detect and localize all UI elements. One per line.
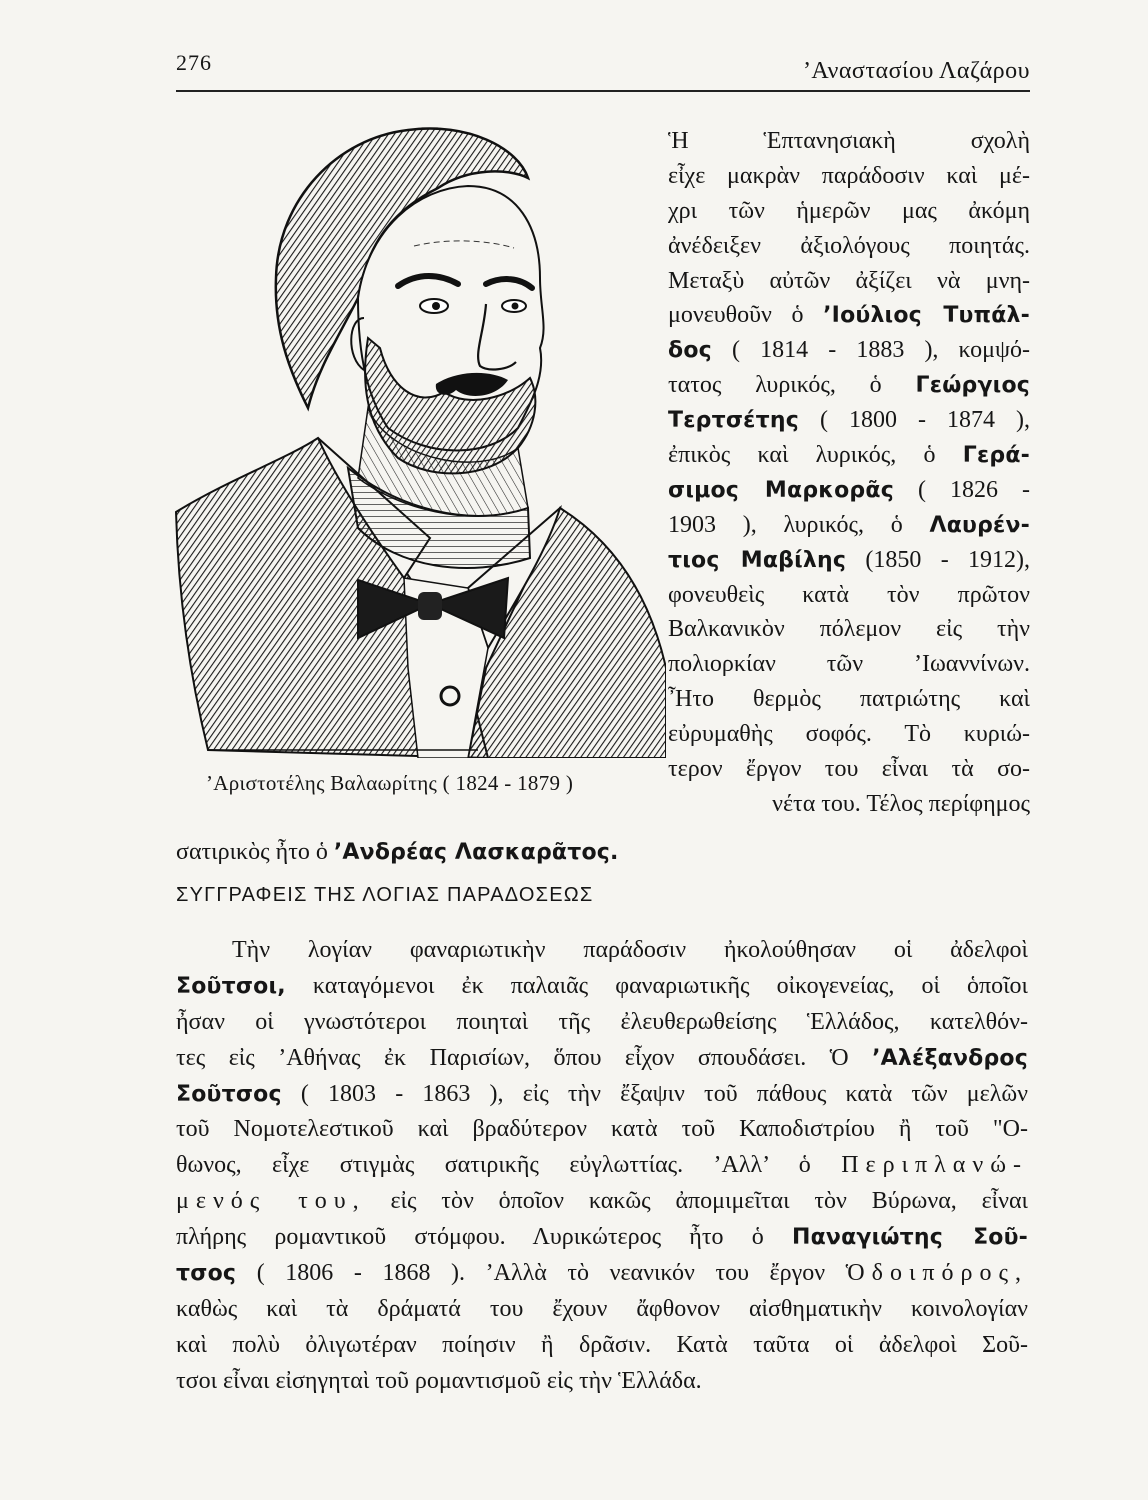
laskaratos-line xyxy=(176,835,619,871)
main-paragraph xyxy=(176,933,1028,1400)
side-line-3: χρι τῶν ἡμερῶν μας ἀκόμη xyxy=(668,197,1030,224)
main-text-span: θωνος, εἶχε στιγμὰς σατιρικῆς εὐγλωττίας. ’Αλλ’ ὁ xyxy=(176,1152,811,1179)
main-line-9 xyxy=(176,1220,1028,1256)
name-panagiotis-end: τσος xyxy=(176,1261,237,1287)
page-number: 276 xyxy=(176,50,212,75)
name-mavilis: τιος Μαβίλης xyxy=(668,547,847,573)
side-line-5: Μεταξὺ αὐτῶν ἀξίζει νὰ μνη- xyxy=(668,267,1030,294)
side-line-1: Ἡ Ἑπτανησιακὴ σχολὴ xyxy=(668,128,1030,154)
section-heading: ΣΥΓΓΡΑΦΕΙΣ ΤΗΣ ΛΟΓΙΑΣ ΠΑΡΑΔΟΣΕΩΣ xyxy=(176,884,594,906)
header-rule xyxy=(176,90,1030,92)
side-text: ( 1800 - 1874 ), xyxy=(819,407,1030,434)
main-line-4 xyxy=(176,1041,1028,1077)
name-lavrentios-start: Λαυρέν- xyxy=(929,512,1030,538)
side-text: (1850 - 1912), xyxy=(865,546,1030,573)
side-text: μονευθοῦν ὁ xyxy=(668,302,804,329)
side-line-14: φονευθεὶς κατὰ τὸν πρῶτον xyxy=(668,581,1030,608)
side-line-18: εὐρυμαθὴς σοφός. Τὸ κυριώ- xyxy=(668,721,1030,748)
main-text-span: εἰς τὸν ὁποῖον κακῶς ἀπομιμεῖται τὸν Βύρωνα, εἶναι xyxy=(390,1188,1029,1215)
side-line-13 xyxy=(668,543,1030,578)
running-head: ’Αναστασίου Λαζάρου xyxy=(802,58,1030,84)
name-panagiotis: Παναγιώτης Σοῦ- xyxy=(791,1225,1029,1251)
main-text-span: ( 1803 - 1863 ), εἰς τὴν ἔξαψιν τοῦ πάθους κατὰ τῶν μελῶν xyxy=(300,1080,1029,1107)
side-text: ( 1814 - 1883 ), κομψό- xyxy=(732,337,1030,364)
name-georgios: Γεώργιος xyxy=(915,373,1030,399)
side-line-12 xyxy=(668,508,1030,543)
side-line-11 xyxy=(668,473,1030,508)
side-line-20: νέτα του. Τέλος περίφημος xyxy=(772,790,1030,817)
side-line-7 xyxy=(668,333,1030,368)
side-line-19: τερον ἔργον του εἶναι τὰ σο- xyxy=(668,756,1030,783)
main-line-10 xyxy=(176,1256,1028,1292)
main-text-span: ( 1806 - 1868 ). ’Αλλὰ τὸ νεανικόν του ἔργον xyxy=(256,1260,826,1287)
side-line-17: Ἦτο θερμὸς πατριώτης καὶ xyxy=(668,686,1030,713)
title-odoiporos: Ὁδοιπόρος, xyxy=(845,1260,1029,1287)
main-line-5 xyxy=(176,1077,1028,1113)
name-ioulios-typaldos: ’Ιούλιος Τυπάλ- xyxy=(823,303,1030,329)
main-line-6: τοῦ Νομοτελεστικοῦ καὶ βραδύτερον κατὰ τοῦ Καποδιστρίου ἢ τοῦ "Ο- xyxy=(176,1116,1028,1143)
side-line-4: ἀνέδειξεν ἀξιολόγους ποιητάς. xyxy=(668,232,1030,259)
name-typaldos-end: δος xyxy=(668,338,712,364)
name-laskaratos: ’Ανδρέας Λασκαρᾶτος. xyxy=(333,840,619,865)
main-line-13: τσοι εἶναι εἰσηγηταὶ τοῦ ρομαντισμοῦ εἰς τὴν Ἑλλάδα. xyxy=(176,1367,702,1394)
title-periplanomenos: Περιπλανώ- xyxy=(841,1152,1028,1179)
main-line-3: ἦσαν οἱ γνωστότεροι ποιηταὶ τῆς ἐλευθερωθείσης Ἑλλάδος, κατελθόν- xyxy=(176,1008,1028,1035)
name-gerasimos-start: Γερά- xyxy=(962,443,1030,469)
main-line-1: Τὴν λογίαν φαναριωτικὴν παράδοσιν ἠκολούθησαν οἱ ἀδελφοὶ xyxy=(232,937,1028,963)
main-text-span: τες εἰς ’Αθήνας ἐκ Παρισίων, ὅπου εἶχον σπουδάσει. Ὁ xyxy=(176,1044,849,1071)
name-alexandros-soutsos: Σοῦτσος xyxy=(176,1081,282,1107)
name-tertsetis: Τερτσέτης xyxy=(668,408,799,434)
main-line-11: καθὼς καὶ τὰ δράματά του ἔχουν ἄφθονον αἰσθηματικὴν κοινολογίαν xyxy=(176,1295,1028,1322)
side-line-10 xyxy=(668,438,1030,473)
side-line-2: εἶχε μακρὰν παράδοσιν καὶ μέ- xyxy=(668,162,1030,189)
title-periplanomenos-end: μενός του, xyxy=(176,1188,366,1215)
main-line-7 xyxy=(176,1148,1028,1184)
coat-button xyxy=(441,687,459,705)
side-text: 1903 ), λυρικός, ὁ xyxy=(668,511,903,538)
portrait-illustration xyxy=(168,108,666,758)
main-line-8 xyxy=(176,1184,1028,1220)
main-line-2 xyxy=(176,969,1028,1005)
side-line-16: πολιορκίαν τῶν ’Ιωαννίνων. xyxy=(668,651,1030,678)
main-line-12: καὶ πολὺ ὀλιγωτέραν ποίησιν ἢ δρᾶσιν. Κατὰ ταῦτα οἱ ἀδελφοὶ Σοῦ- xyxy=(176,1331,1028,1358)
name-soutsoi: Σοῦτσοι, xyxy=(176,973,286,999)
side-column-text xyxy=(668,124,1030,822)
side-line-15: Βαλκανικὸν πόλεμον εἰς τὴν xyxy=(668,616,1030,643)
name-markoras: σιμος Μαρκορᾶς xyxy=(668,477,894,503)
portrait-caption: ’Αριστοτέλης Βαλαωρίτης ( 1824 - 1879 ) xyxy=(206,771,574,795)
side-text: ἐπικὸς καὶ λυρικός, ὁ xyxy=(668,442,936,469)
name-alexandros: ’Αλέξανδρος xyxy=(872,1045,1028,1071)
side-line-9 xyxy=(668,403,1030,438)
side-text: ( 1826 - xyxy=(917,476,1030,503)
side-line-8 xyxy=(668,368,1030,403)
side-text: τατος λυρικός, ὁ xyxy=(668,372,882,399)
main-text-span: πλήρης ρομαντικοῦ στόμφου. Λυρικώτερος ἦτο ὁ xyxy=(176,1224,764,1251)
main-text-span: καταγόμενοι ἐκ παλαιᾶς φαναριωτικῆς οἰκογενείας, οἱ ὁποῖοι xyxy=(312,972,1028,999)
full-line-text: σατιρικὸς ἦτο ὁ xyxy=(176,839,328,865)
side-line-6 xyxy=(668,298,1030,333)
